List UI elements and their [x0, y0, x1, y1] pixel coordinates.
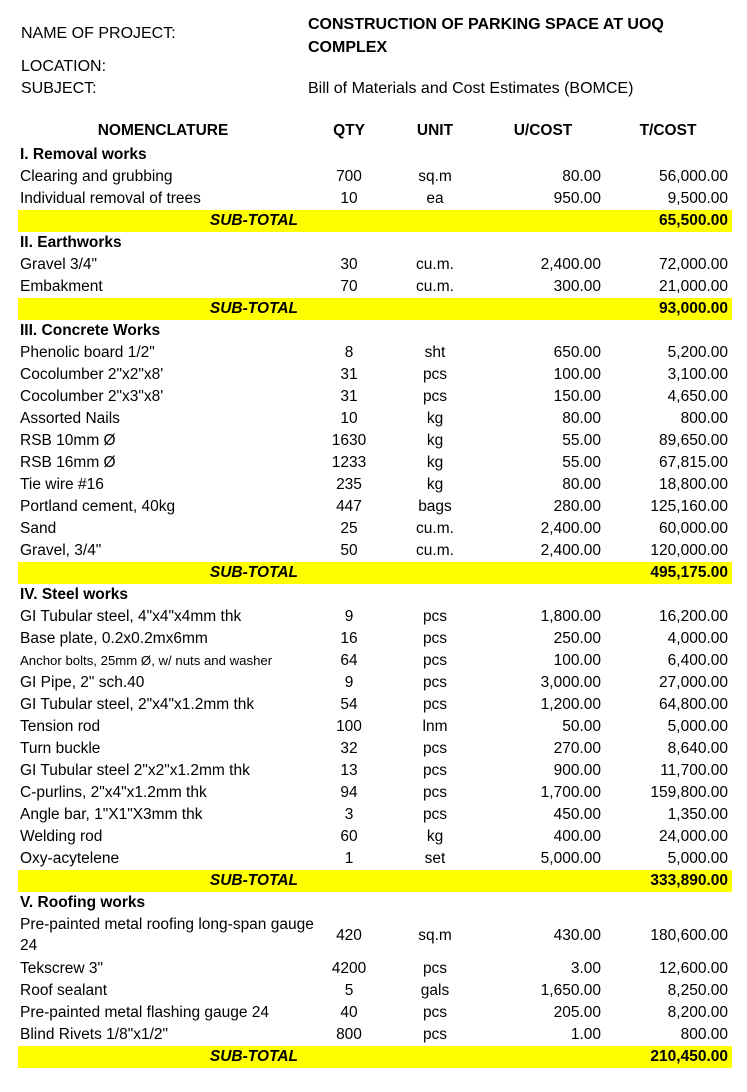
table-row [18, 980, 732, 1002]
item-qty: 60 [340, 828, 358, 845]
item-name: Pre-painted metal flashing gauge 24 [20, 1004, 270, 1021]
item-name: Tie wire #16 [20, 476, 104, 493]
item-total-cost: 800.00 [680, 410, 728, 427]
item-name: Gravel, 3/4" [20, 542, 102, 559]
item-name: GI Tubular steel 2"x2"x1.2mm thk [20, 762, 250, 779]
item-qty: 1630 [331, 432, 367, 449]
item-name: GI Tubular steel, 2"x4"x1.2mm thk [20, 696, 255, 713]
item-unit: lnm [422, 718, 448, 735]
item-unit-cost: 100.00 [553, 366, 601, 383]
item-total-cost: 60,000.00 [659, 520, 728, 537]
item-name: Angle bar, 1"X1"X3mm thk [20, 806, 203, 823]
item-total-cost: 4,650.00 [667, 388, 728, 405]
subtotal-label: SUB-TOTAL [209, 564, 298, 581]
item-qty: 420 [336, 927, 362, 944]
item-unit: pcs [422, 960, 448, 977]
item-unit-cost: 1,800.00 [540, 608, 601, 625]
item-unit-cost: 650.00 [553, 344, 601, 361]
section-title-row [18, 232, 732, 254]
item-name: Pre-painted metal roofing long-span gauge 24 [20, 916, 314, 954]
subtotal-label: SUB-TOTAL [209, 1048, 298, 1065]
item-unit-cost: 400.00 [553, 828, 601, 845]
table-row [18, 254, 732, 276]
item-unit: kg [426, 828, 444, 845]
item-total-cost: 3,100.00 [667, 366, 728, 383]
table-row [18, 760, 732, 782]
item-unit: kg [426, 432, 444, 449]
item-unit-cost: 5,000.00 [540, 850, 601, 867]
item-name: Gravel 3/4" [20, 256, 98, 273]
item-name: Sand [20, 520, 57, 537]
item-unit: kg [426, 476, 444, 493]
item-unit: sht [424, 344, 446, 361]
subtotal-row [18, 298, 732, 320]
item-name: RSB 10mm Ø [20, 432, 116, 449]
item-unit-cost: 100.00 [553, 652, 601, 669]
item-qty: 10 [340, 190, 358, 207]
table-row [18, 540, 732, 562]
item-total-cost: 8,640.00 [667, 740, 728, 757]
item-qty: 9 [344, 674, 354, 691]
subject-label: SUBJECT: [21, 80, 97, 97]
subtotal-label: SUB-TOTAL [209, 300, 298, 317]
bill-of-materials-table [18, 120, 732, 1068]
item-total-cost: 18,800.00 [659, 476, 728, 493]
subtotal-label: SUB-TOTAL [209, 212, 298, 229]
table-row [18, 804, 732, 826]
item-name: Cocolumber 2"x2"x8' [20, 366, 164, 383]
item-qty: 70 [340, 278, 358, 295]
item-qty: 3 [344, 806, 354, 823]
table-row [18, 1002, 732, 1024]
section-title: II. Earthworks [20, 234, 122, 251]
item-name: Assorted Nails [20, 410, 120, 427]
item-name: Base plate, 0.2x0.2mx6mm [20, 630, 208, 647]
item-unit-cost: 80.00 [562, 476, 601, 493]
item-unit: cu.m. [416, 256, 454, 273]
item-unit-cost: 300.00 [553, 278, 601, 295]
item-unit: pcs [422, 740, 448, 757]
item-total-cost: 56,000.00 [659, 168, 728, 185]
item-total-cost: 9,500.00 [667, 190, 728, 207]
item-name: C-purlins, 2"x4"x1.2mm thk [20, 784, 207, 801]
column-header-unit: UNIT [416, 122, 454, 139]
item-total-cost: 72,000.00 [659, 256, 728, 273]
table-row [18, 188, 732, 210]
item-total-cost: 180,600.00 [650, 927, 728, 944]
table-row [18, 672, 732, 694]
table-row [18, 342, 732, 364]
subject-value: Bill of Materials and Cost Estimates (BOMCE) [308, 80, 634, 97]
item-qty: 1233 [331, 454, 367, 471]
item-total-cost: 21,000.00 [659, 278, 728, 295]
item-total-cost: 159,800.00 [650, 784, 728, 801]
table-row [18, 694, 732, 716]
item-total-cost: 67,815.00 [659, 454, 728, 471]
section-title: IV. Steel works [20, 586, 128, 603]
item-unit: cu.m. [416, 278, 454, 295]
item-qty: 1 [344, 850, 354, 867]
column-header-nomenclature: NOMENCLATURE [97, 122, 229, 139]
item-total-cost: 27,000.00 [659, 674, 728, 691]
item-qty: 13 [340, 762, 358, 779]
item-total-cost: 1,350.00 [667, 806, 728, 823]
location-label: LOCATION: [21, 58, 107, 75]
table-row [18, 276, 732, 298]
item-unit-cost: 55.00 [562, 454, 601, 471]
section-title-row [18, 584, 732, 606]
item-qty: 31 [340, 388, 358, 405]
item-total-cost: 8,200.00 [667, 1004, 728, 1021]
item-unit: cu.m. [416, 520, 454, 537]
item-total-cost: 6,400.00 [667, 652, 728, 669]
item-name: Portland cement, 40kg [20, 498, 176, 515]
item-unit: pcs [422, 762, 448, 779]
column-header-row [18, 120, 732, 144]
item-name: GI Tubular steel, 4"x4"x4mm thk [20, 608, 242, 625]
item-qty: 54 [340, 696, 358, 713]
item-unit: sq.m [418, 168, 452, 185]
item-unit-cost: 950.00 [553, 190, 601, 207]
item-name: GI Pipe, 2" sch.40 [20, 674, 145, 691]
table-row [18, 518, 732, 540]
section-title-row [18, 144, 732, 166]
item-total-cost: 8,250.00 [667, 982, 728, 999]
table-row [18, 474, 732, 496]
item-name: RSB 16mm Ø [20, 454, 116, 471]
table-row [18, 364, 732, 386]
item-unit-cost: 3,000.00 [540, 674, 601, 691]
item-qty: 8 [344, 344, 354, 361]
item-qty: 9 [344, 608, 354, 625]
column-header-qty: QTY [333, 122, 365, 139]
item-unit-cost: 1,200.00 [540, 696, 601, 713]
item-unit-cost: 280.00 [553, 498, 601, 515]
item-name: Phenolic board 1/2" [20, 344, 155, 361]
subtotal-row [18, 210, 732, 232]
item-unit-cost: 1.00 [570, 1026, 601, 1043]
item-unit: kg [426, 410, 444, 427]
item-unit: pcs [422, 388, 448, 405]
item-name: Anchor bolts, 25mm Ø, w/ nuts and washer [20, 653, 273, 668]
table-row [18, 738, 732, 760]
item-total-cost: 4,000.00 [667, 630, 728, 647]
item-name: Tekscrew 3" [20, 960, 104, 977]
subtotal-row [18, 870, 732, 892]
subtotal-value: 210,450.00 [650, 1048, 728, 1065]
item-total-cost: 12,600.00 [659, 960, 728, 977]
project-label: NAME OF PROJECT: [21, 25, 176, 42]
item-qty: 16 [340, 630, 358, 647]
item-name: Oxy-acytelene [20, 850, 120, 867]
item-total-cost: 125,160.00 [650, 498, 728, 515]
item-unit: pcs [422, 784, 448, 801]
item-name: Blind Rivets 1/8"x1/2" [20, 1026, 168, 1043]
item-total-cost: 64,800.00 [659, 696, 728, 713]
table-row [18, 430, 732, 452]
item-name: Cocolumber 2"x3"x8' [20, 388, 164, 405]
column-header-unit-cost: U/COST [513, 122, 573, 139]
item-total-cost: 800.00 [680, 1026, 728, 1043]
item-unit: ea [426, 190, 444, 207]
table-row [18, 408, 732, 430]
table-row [18, 386, 732, 408]
item-name: Tension rod [20, 718, 101, 735]
item-unit-cost: 50.00 [562, 718, 601, 735]
item-qty: 94 [340, 784, 358, 801]
item-unit: cu.m. [416, 542, 454, 559]
item-unit-cost: 2,400.00 [540, 542, 601, 559]
item-qty: 800 [336, 1026, 362, 1043]
item-qty: 5 [344, 982, 354, 999]
item-unit: gals [420, 982, 450, 999]
table-row [18, 848, 732, 870]
table-row [18, 716, 732, 738]
item-unit-cost: 3.00 [570, 960, 601, 977]
item-unit-cost: 205.00 [553, 1004, 601, 1021]
table-row [18, 606, 732, 628]
project-title: CONSTRUCTION OF PARKING SPACE AT UOQ COMPLEX [308, 16, 664, 56]
item-unit-cost: 55.00 [562, 432, 601, 449]
item-unit-cost: 1,650.00 [540, 982, 601, 999]
subtotal-label: SUB-TOTAL [209, 872, 298, 889]
item-unit: pcs [422, 608, 448, 625]
item-qty: 64 [340, 652, 358, 669]
item-unit: set [424, 850, 446, 867]
item-total-cost: 5,000.00 [667, 718, 728, 735]
item-total-cost: 89,650.00 [659, 432, 728, 449]
item-unit-cost: 1,700.00 [540, 784, 601, 801]
item-unit: pcs [422, 366, 448, 383]
item-unit: bags [418, 498, 452, 515]
section-title: I. Removal works [20, 146, 147, 163]
item-unit-cost: 150.00 [553, 388, 601, 405]
item-name: Turn buckle [20, 740, 101, 757]
item-total-cost: 5,000.00 [667, 850, 728, 867]
item-qty: 10 [340, 410, 358, 427]
section-title: V. Roofing works [20, 894, 146, 911]
section-title: III. Concrete Works [20, 322, 161, 339]
item-total-cost: 5,200.00 [667, 344, 728, 361]
item-unit: pcs [422, 652, 448, 669]
item-unit-cost: 2,400.00 [540, 256, 601, 273]
item-qty: 31 [340, 366, 358, 383]
item-qty: 32 [340, 740, 358, 757]
table-row [18, 826, 732, 848]
item-qty: 235 [336, 476, 362, 493]
item-name: Clearing and grubbing [20, 168, 173, 185]
table-row [18, 628, 732, 650]
item-qty: 100 [336, 718, 362, 735]
column-header-total-cost: T/COST [639, 122, 697, 139]
subtotal-value: 333,890.00 [650, 872, 728, 889]
item-qty: 25 [340, 520, 358, 537]
item-unit: pcs [422, 1004, 448, 1021]
item-total-cost: 11,700.00 [660, 762, 728, 779]
subtotal-value: 495,175.00 [650, 564, 728, 581]
item-unit: pcs [422, 806, 448, 823]
item-unit-cost: 430.00 [553, 927, 601, 944]
item-total-cost: 16,200.00 [659, 608, 728, 625]
item-name: Embakment [20, 278, 103, 295]
item-total-cost: 120,000.00 [650, 542, 728, 559]
item-unit: kg [426, 454, 444, 471]
table-row [18, 782, 732, 804]
table-row [18, 166, 732, 188]
table-body [18, 144, 732, 1068]
subtotal-row [18, 1046, 732, 1068]
item-unit-cost: 270.00 [553, 740, 601, 757]
item-unit: pcs [422, 674, 448, 691]
item-unit-cost: 250.00 [553, 630, 601, 647]
item-unit-cost: 80.00 [562, 168, 601, 185]
item-unit-cost: 80.00 [562, 410, 601, 427]
item-qty: 30 [340, 256, 358, 273]
table-row [18, 958, 732, 980]
section-title-row [18, 320, 732, 342]
item-name: Welding rod [20, 828, 103, 845]
item-qty: 4200 [331, 960, 367, 977]
item-total-cost: 24,000.00 [659, 828, 728, 845]
item-name: Roof sealant [20, 982, 108, 999]
item-unit: pcs [422, 1026, 448, 1043]
item-unit-cost: 2,400.00 [540, 520, 601, 537]
table-row [18, 496, 732, 518]
table-row [18, 1024, 732, 1046]
item-qty: 50 [340, 542, 358, 559]
subtotal-value: 65,500.00 [659, 212, 728, 229]
item-unit-cost: 450.00 [553, 806, 601, 823]
item-unit: sq.m [418, 927, 452, 944]
table-row [18, 650, 732, 672]
subtotal-row [18, 562, 732, 584]
item-unit: pcs [422, 696, 448, 713]
item-qty: 700 [336, 168, 362, 185]
item-name: Individual removal of trees [20, 190, 201, 207]
section-title-row [18, 892, 732, 914]
item-qty: 40 [340, 1004, 358, 1021]
table-row [18, 452, 732, 474]
subtotal-value: 93,000.00 [659, 300, 728, 317]
item-unit-cost: 900.00 [553, 762, 601, 779]
item-qty: 447 [336, 498, 362, 515]
item-unit: pcs [422, 630, 448, 647]
table-row [18, 914, 732, 958]
